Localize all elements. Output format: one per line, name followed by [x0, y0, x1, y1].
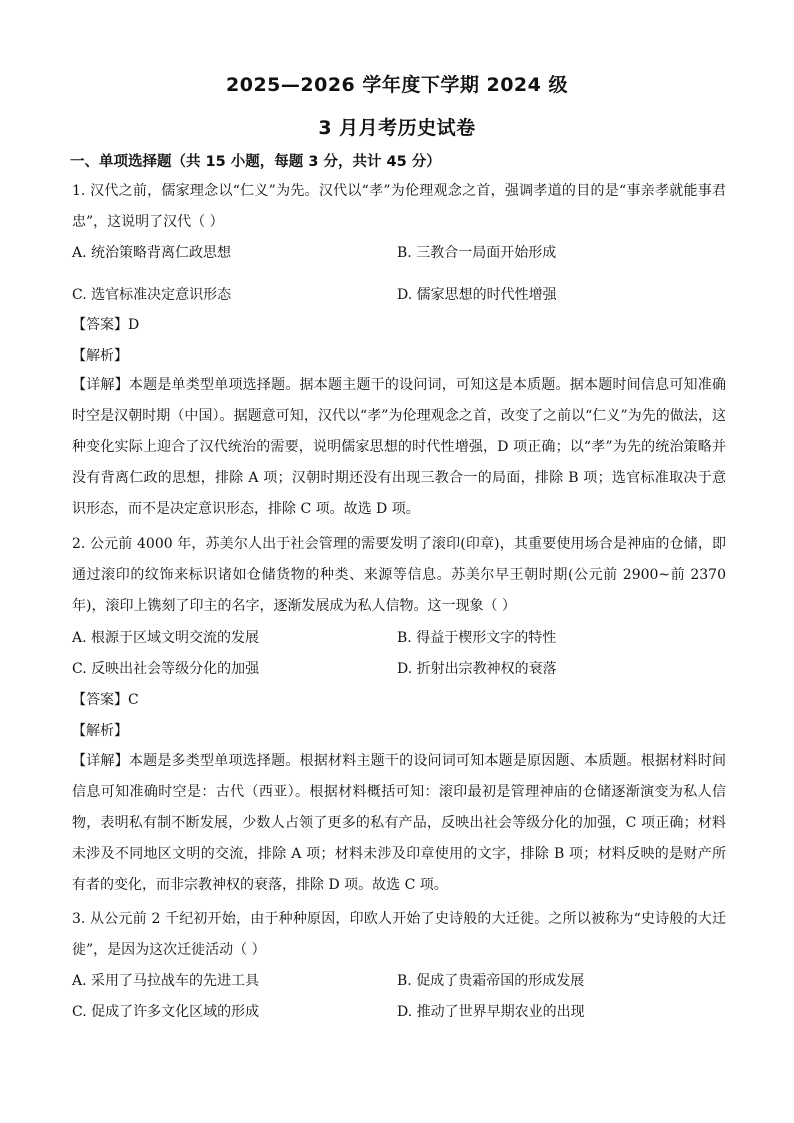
question-3-option-a: A. 采用了马拉战车的先进工具 — [72, 973, 260, 989]
question-3-option-d: D. 推动了世界早期农业的出现 — [397, 1004, 585, 1020]
question-1-answer: 【答案】D — [72, 317, 140, 333]
question-1-option-a: A. 统治策略背离仁政思想 — [72, 245, 232, 261]
question-2-option-a: A. 根源于区域文明交流的发展 — [72, 630, 260, 646]
question-2-analysis-label: 【解析】 — [72, 723, 128, 739]
question-2-option-d: D. 折射出宗教神权的衰落 — [397, 661, 557, 677]
question-3-option-c: C. 促成了许多文化区域的形成 — [72, 1004, 260, 1020]
question-1-detail: 【详解】本题是单类型单项选择题。据本题主题干的设问词，可知这是本质题。据本题时间信息可知准确时空是汉朝时期（中国）。据题意可知，汉代以“孝”为伦理观念之首，改变了之前以“仁义”为先的做法，这种变化实际上迎合了汉代统治的需要，说明儒家思想的时代性增强，D 项正确；以“孝”为先的统治策略并没有背离仁政的思想，排除 A 项；汉朝时期还没有出现三教合一的局面，排除 B 项；选官标准取决于意识形态，而不是决定意识形态，排除 C 项。故选 D 项。 — [72, 377, 726, 517]
exam-title-line2: 3 月月考历史试卷 — [318, 117, 476, 139]
question-1-option-c: C. 选官标准决定意识形态 — [72, 287, 232, 303]
question-1-option-d: D. 儒家思想的时代性增强 — [397, 287, 557, 303]
question-2-option-c: C. 反映出社会等级分化的加强 — [72, 661, 260, 677]
question-2-option-b: B. 得益于楔形文字的特性 — [397, 630, 557, 646]
question-3-option-b: B. 促成了贵霜帝国的形成发展 — [397, 973, 585, 989]
question-1-option-b: B. 三教合一局面开始形成 — [397, 245, 557, 261]
question-3-stem: 3. 从公元前 2 千纪初开始，由于种种原因，印欧人开始了史诗般的大迁徙。之所以被称为“史诗般的大迁徙”，是因为这次迁徙活动（ ） — [72, 911, 726, 958]
question-2-detail: 【详解】本题是多类型单项选择题。根据材料主题干的设问词可知本题是原因题、本质题。根据材料时间信息可知准确时空是：古代（西亚）。根据材料概括可知：滚印最初是管理神庙的仓储逐渐演变为私人信物，表明私有制不断发展，少数人占领了更多的私有产品，反映出社会等级分化的加强，C 项正确；材料未涉及不同地区文明的交流，排除 A 项；材料未涉及印章使用的文字，排除 B 项；材料反映的是财产所有者的变化，而非宗教神权的衰落，排除 D 项。故选 C 项。 — [72, 753, 726, 893]
section-heading: 一、单项选择题（共 15 小题，每题 3 分，共计 45 分） — [70, 154, 441, 170]
question-2-answer: 【答案】C — [72, 692, 139, 708]
question-2-stem: 2. 公元前 4000 年，苏美尔人出于社会管理的需要发明了滚印(印章)，其重要使用场合是神庙的仓储，即通过滚印的纹饰来标识诸如仓储货物的种类、来源等信息。苏美尔早王朝时期(公元前 2900~前 2370 年)，滚印上镌刻了印主的名字，逐渐发展成为私人信物。这一现象（ ） — [72, 536, 726, 614]
question-1-analysis-label: 【解析】 — [72, 348, 128, 364]
question-1-stem: 1. 汉代之前，儒家理念以“仁义”为先。汉代以“孝”为伦理观念之首，强调孝道的目的是“事亲孝就能事君忠”，这说明了汉代（ ） — [72, 183, 726, 230]
exam-title-line1: 2025—2026 学年度下学期 2024 级 — [226, 74, 568, 96]
